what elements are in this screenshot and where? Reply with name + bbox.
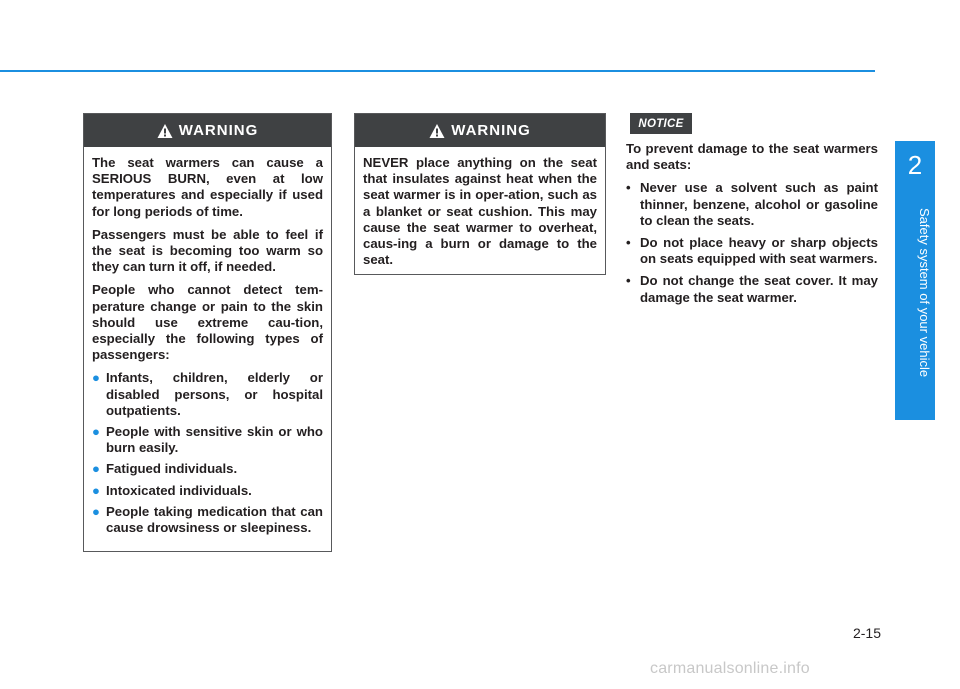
list-item-text: People with sensitive skin or who burn easily. xyxy=(106,424,323,456)
bullet-icon: • xyxy=(626,235,631,251)
bullet-icon: • xyxy=(626,180,631,196)
list-item xyxy=(626,235,878,267)
bullet-icon: • xyxy=(626,273,631,289)
list-item xyxy=(92,483,323,499)
warning-header xyxy=(355,114,605,147)
list-item-text: Do not change the seat cover. It may damage the seat warmer. xyxy=(640,273,878,305)
bullet-icon: ● xyxy=(92,503,100,519)
bullet-icon: ● xyxy=(92,482,100,498)
watermark: carmanualsonline.info xyxy=(650,660,810,677)
list-item-text: Fatigued individuals. xyxy=(106,461,238,477)
warning-box-seat-burn xyxy=(83,113,332,552)
warning-paragraph: People who cannot detect tem-perature change or pain to the skin should use extreme cau-tion, especially the following types of passengers: xyxy=(92,282,323,363)
notice-section xyxy=(626,141,878,312)
bullet-icon: ● xyxy=(92,424,100,440)
chapter-title: Safety system of your vehicle xyxy=(917,208,932,378)
bullet-icon: ● xyxy=(92,370,100,386)
list-item xyxy=(92,461,323,477)
top-rule xyxy=(0,70,875,72)
list-item xyxy=(92,424,323,456)
warning-paragraph: The seat warmers can cause a SERIOUS BURN, even at low temperatures and especially if used for long periods of time. xyxy=(92,155,323,219)
list-item-text: People taking medication that can cause drowsiness or sleepiness. xyxy=(106,503,323,536)
bullet-icon: ● xyxy=(92,461,100,477)
warning-body xyxy=(84,147,331,547)
chapter-side-strip xyxy=(895,190,935,420)
notice-badge: NOTICE xyxy=(630,113,692,134)
notice-intro: To prevent damage to the seat warmers and seats: xyxy=(626,141,878,173)
list-item-text: Intoxicated individuals. xyxy=(106,482,252,498)
warning-triangle-icon xyxy=(429,123,445,139)
warning-header-label: WARNING xyxy=(451,122,531,139)
notice-list xyxy=(626,180,878,305)
warning-body xyxy=(355,147,605,281)
chapter-number-tab: 2 xyxy=(895,141,935,190)
warning-header xyxy=(84,114,331,147)
list-item-text: Never use a solvent such as paint thinner, benzene, alcohol or gasoline to clean the seats. xyxy=(640,180,878,228)
warning-paragraph: NEVER place anything on the seat that insulates against heat when the seat warmer is in oper-ation, such as a blanket or seat cushion. This may cause the seat warmer to overheat, caus-ing a burn or damage to the seat. xyxy=(363,155,597,268)
list-item-text: Do not place heavy or sharp objects on seats equipped with seat warmers. xyxy=(640,235,878,267)
list-item-text: Infants, children, elderly or disabled persons, or hospital outpatients. xyxy=(106,370,323,418)
page-number: 2-15 xyxy=(852,625,881,641)
list-item xyxy=(92,504,323,536)
passenger-type-list xyxy=(92,370,323,536)
warning-header-label: WARNING xyxy=(178,122,259,139)
list-item xyxy=(626,273,878,305)
warning-triangle-icon xyxy=(157,123,173,139)
list-item xyxy=(92,370,323,419)
warning-paragraph: Passengers must be able to feel if the seat is becoming too warm so they can turn it off, if needed. xyxy=(92,226,323,275)
warning-box-insulation xyxy=(354,113,606,275)
chapter-title-wrap xyxy=(900,198,932,398)
list-item xyxy=(626,180,878,229)
